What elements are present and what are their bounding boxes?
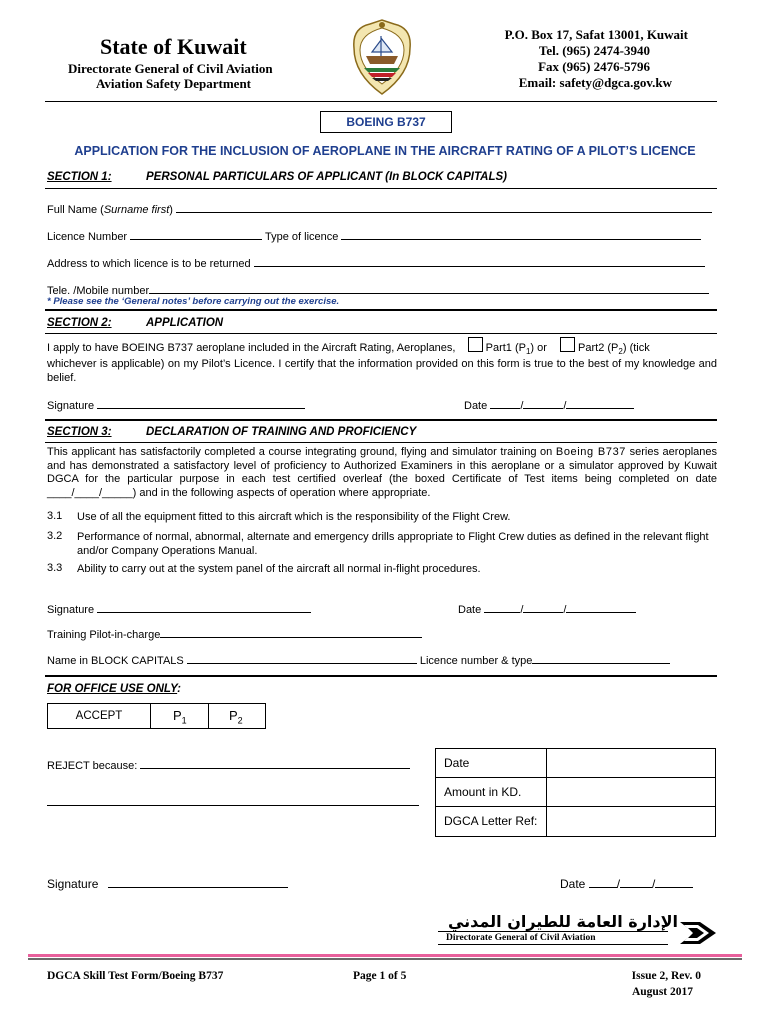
- section3-date-year[interactable]: [566, 600, 636, 613]
- address-row: [47, 254, 705, 270]
- office-date2-label: Date: [560, 877, 586, 891]
- section2-date-month[interactable]: [523, 396, 563, 409]
- section3-date-label: Date: [458, 604, 482, 616]
- training-pilot-row: [47, 625, 422, 641]
- section3-title: DECLARATION OF TRAINING AND PROFICIENCY: [146, 426, 417, 438]
- department-name: Aviation Safety Department: [96, 76, 252, 91]
- section3-signature-row: [47, 600, 311, 616]
- footer-stripe-pink: [28, 954, 742, 957]
- kuwait-emblem-icon: [350, 18, 414, 96]
- item-3-1-text: Use of all the equipment fitted to this aircraft which is the responsibility of the Flight Crew.: [77, 511, 511, 523]
- office-date-value-cell[interactable]: [546, 748, 716, 778]
- item-3-3: [47, 562, 717, 576]
- reject-reason-field[interactable]: [140, 756, 410, 769]
- full-name-label: Full Name (: [47, 204, 104, 216]
- letter-ref-value-cell[interactable]: [546, 806, 716, 837]
- state-title: State of Kuwait: [100, 34, 247, 59]
- p1-cell[interactable]: [150, 703, 209, 729]
- dgca-logo-english: Directorate General of Civil Aviation: [446, 933, 596, 943]
- part2-checkbox[interactable]: [560, 337, 575, 352]
- licence-number-label: Licence Number: [47, 231, 128, 243]
- office-date-row: Date / /: [560, 875, 693, 891]
- section2-date-year[interactable]: [566, 396, 634, 409]
- tel-line: Tel. (965) 2474-3940: [538, 43, 650, 58]
- training-pilot-label: Training Pilot-in-charge: [47, 629, 161, 641]
- item-3-2: [47, 530, 717, 558]
- licence-number-field[interactable]: [130, 227, 262, 240]
- section2-title: APPLICATION: [146, 317, 224, 329]
- office-date-month[interactable]: [620, 875, 652, 888]
- office-signature-row: [47, 875, 288, 891]
- general-notes-hint: * Please see the ‘General notes’ before carrying out the exercise.: [47, 296, 340, 307]
- amount-label: Amount in KD.: [444, 785, 522, 799]
- address-label: Address to which licence is to be returned: [47, 258, 251, 270]
- item-3-2-text: Performance of normal, abnormal, alternate and emergency drills appropriate to Flight Crew duties as defined in the relevant flight and/or Company Operations Manual.: [77, 531, 709, 557]
- tele-row: [47, 281, 709, 297]
- aircraft-box-label: BOEING B737: [346, 115, 426, 129]
- apply-line-1: [47, 337, 719, 356]
- declaration-paragraph: This applicant has satisfactorily completed a course integrating ground, flying and simulator training on Boeing B737 series aeroplanes and has demonstrated a satisfactory level of proficiency to Authorized Examiners in this aeroplane or a simulator approved by Kuwait DGCA for the particular purpose in each test certified overleaf (the boxed Certificate of Test items being completed on date ____/____/_____) and in the following aspects of operation where appropriate.: [47, 446, 717, 499]
- tele-field[interactable]: [149, 281, 709, 294]
- address-field[interactable]: [254, 254, 705, 267]
- section2-signature-field[interactable]: [97, 396, 305, 409]
- apply-text-continued: whichever is applicable) on my Pilot’s Licence. I certify that the information provided on this form is true to the best of my knowledge and belief.: [47, 358, 717, 384]
- section2-date-day[interactable]: [490, 396, 520, 409]
- type-of-licence-label: Type of licence: [265, 231, 339, 243]
- office-signature-field[interactable]: [108, 875, 288, 888]
- part2-label: Part2 $(P_2)$ (tick: [578, 342, 650, 357]
- dgca-logo-stripe: [438, 931, 668, 932]
- section2-signature-row: [47, 396, 305, 412]
- item-3-3-text: Ability to carry out at the system panel of the aircraft all normal in-flight procedures.: [77, 563, 481, 575]
- letter-ref-label: DGCA Letter Ref:: [444, 814, 538, 828]
- item-3-3-num: 3.3: [47, 562, 63, 574]
- accept-label: ACCEPT: [75, 710, 123, 722]
- section3-date-row: Date / /: [458, 600, 636, 616]
- section2-signature-label: Signature: [47, 400, 95, 412]
- item-3-1: [47, 510, 717, 524]
- section3-date-month[interactable]: [523, 600, 563, 613]
- accept-cell[interactable]: [47, 703, 151, 729]
- declaration-aircraft: Boeing B737: [555, 446, 627, 458]
- footer-issue: Issue 2, Rev. 0: [631, 970, 701, 982]
- section2-end-rule: [45, 419, 717, 421]
- section1-label: SECTION 1:: [47, 171, 112, 183]
- amount-value-cell[interactable]: [546, 777, 716, 807]
- full-name-close: ): [169, 204, 173, 216]
- amount-label-cell: [435, 777, 547, 807]
- office-date-year[interactable]: [655, 875, 693, 888]
- address-line: P.O. Box 17, Safat 13001, Kuwait: [504, 27, 688, 42]
- p1-label: $P_1$: [173, 708, 187, 726]
- footer-date: August 2017: [631, 986, 693, 998]
- reject-label: REJECT because:: [47, 760, 138, 772]
- section3-signature-field[interactable]: [97, 600, 311, 613]
- training-pilot-field[interactable]: [160, 625, 422, 638]
- full-name-field[interactable]: [176, 200, 712, 213]
- dgca-logo: [438, 914, 718, 948]
- fax-line: Fax (965) 2476-5796: [538, 59, 650, 74]
- office-date-day[interactable]: [589, 875, 617, 888]
- section3-end-rule: [45, 675, 717, 677]
- footer-stripe-dark: [28, 958, 742, 960]
- letter-ref-label-cell: [435, 806, 547, 837]
- item-3-2-num: 3.2: [47, 530, 63, 542]
- item-3-1-num: 3.1: [47, 510, 63, 522]
- part1-label: Part1 $(P_1)$ or: [485, 342, 547, 357]
- office-date-label: Date: [444, 756, 470, 770]
- section3-date-day[interactable]: [484, 600, 520, 613]
- directorate-name: Directorate General of Civil Aviation: [68, 61, 273, 76]
- section1-end-rule: [45, 309, 717, 311]
- reject-reason-line-2[interactable]: [47, 805, 419, 806]
- office-signature-label: Signature: [47, 877, 99, 891]
- form-title: APPLICATION FOR THE INCLUSION OF AEROPLANE IN THE AIRCRAFT RATING OF A PILOT’S LICENCE: [74, 144, 696, 158]
- section2-label: SECTION 2:: [47, 317, 112, 329]
- footer-form-name: DGCA Skill Test Form/Boeing B737: [47, 970, 224, 982]
- section2-date-label: Date: [464, 400, 488, 412]
- full-name-row: [47, 200, 717, 216]
- tele-label: Tele. /Mobile number: [47, 285, 150, 297]
- name-block-field[interactable]: [187, 651, 417, 664]
- section2-date-row: Date / /: [464, 396, 634, 412]
- name-block-label: Name in BLOCK CAPITALS: [47, 655, 184, 667]
- section1-title: PERSONAL PARTICULARS OF APPLICANT (In BLOCK CAPITALS): [146, 171, 507, 183]
- section3-rule: [45, 442, 717, 443]
- office-date-label-cell: [435, 748, 547, 778]
- licence-type-field[interactable]: [532, 651, 670, 664]
- reject-row: [47, 756, 410, 772]
- p2-cell[interactable]: [208, 703, 266, 729]
- licence-type-label: Licence number & type: [419, 655, 533, 667]
- office-use-title: FOR OFFICE USE ONLY:: [47, 683, 181, 695]
- section3-label: SECTION 3:: [47, 426, 112, 438]
- dgca-logo-arabic: الإدارة العامة للطيران المدني: [447, 912, 678, 931]
- apply-text-start: I apply to have BOEING B737 aeroplane included in the Aircraft Rating, Aeroplanes,: [47, 342, 456, 354]
- footer-page: Page 1 of 5: [353, 970, 407, 982]
- part1-checkbox[interactable]: [468, 337, 483, 352]
- email-line: Email: safety@dgca.gov.kw: [518, 75, 672, 90]
- section1-rule: [45, 188, 717, 189]
- dgca-logo-stripe-2: [438, 944, 668, 945]
- licence-row: [47, 227, 701, 243]
- type-of-licence-field[interactable]: [341, 227, 701, 240]
- p2-label: $P_2$: [229, 708, 243, 726]
- header-divider: [45, 101, 717, 102]
- full-name-hint: Surname first: [103, 204, 170, 216]
- name-block-row: [47, 651, 670, 667]
- dgca-arrow-icon: [678, 920, 718, 946]
- aircraft-box: [320, 111, 452, 133]
- section3-signature-label: Signature: [47, 604, 95, 616]
- section2-rule: [45, 333, 717, 334]
